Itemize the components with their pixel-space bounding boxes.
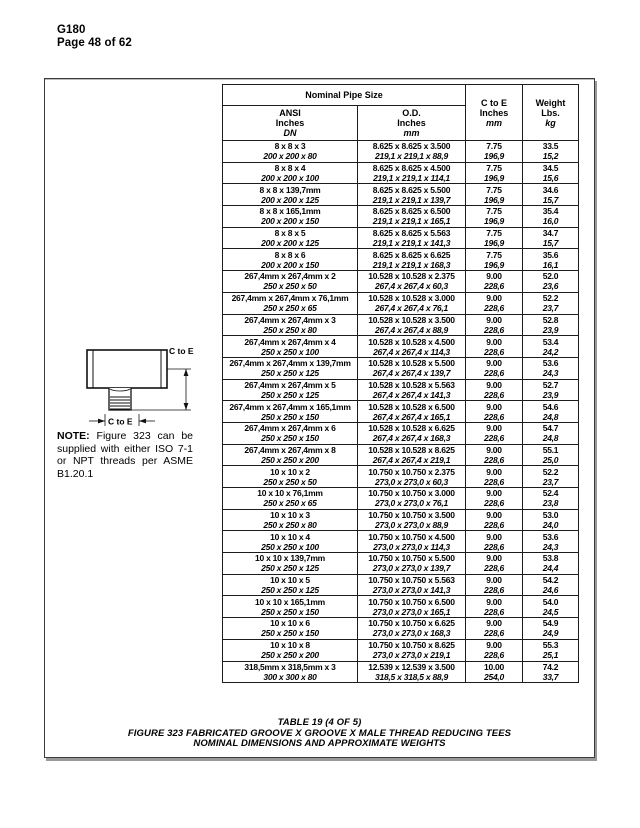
table-row: 10 x 10 x 2 250 x 250 x 50 10.750 x 10.750 x 2.375 273,0 x 273,0 x 60,3 9.00 228,6 52.2 23,7 — [223, 466, 579, 488]
table-row: 267,4mm x 267,4mm x 8 250 x 250 x 200 10.528 x 10.528 x 8.625 267,4 x 267,4 x 219,1 9.00 228,6 55.1 25,0 — [223, 444, 579, 466]
table-row: 267,4mm x 267,4mm x 165,1mm 250 x 250 x 150 10.528 x 10.528 x 6.500 267,4 x 267,4 x 165,1 9.00 228,6 54.6 24,8 — [223, 401, 579, 423]
note-text: Figure 323 can be supplied with either ISO 7-1 or NPT threads per ASME B1.20.1 — [57, 430, 193, 480]
table-row: 10 x 10 x 4 250 x 250 x 100 10.750 x 10.750 x 4.500 273,0 x 273,0 x 114,3 9.00 228,6 53.6 24,3 — [223, 531, 579, 553]
doc-code: G180 — [57, 24, 86, 36]
caption-figure-title: FIGURE 323 FABRICATED GROOVE X GROOVE X MALE THREAD REDUCING TEES — [127, 727, 512, 739]
table-body — [223, 141, 579, 683]
table-row: 8 x 8 x 165,1mm 200 x 200 x 150 8.625 x 8.625 x 6.500 219,1 x 219,1 x 165,1 7.75 196,9 35.4 16,0 — [223, 206, 579, 228]
table-row: 267,4mm x 267,4mm x 6 250 x 250 x 150 10.528 x 10.528 x 6.625 267,4 x 267,4 x 168,3 9.00 228,6 54.7 24,8 — [223, 422, 579, 444]
note-label: NOTE: — [57, 430, 90, 442]
table-row: 267,4mm x 267,4mm x 2 250 x 250 x 50 10.528 x 10.528 x 2.375 267,4 x 267,4 x 60,3 9.00 228,6 52.0 23,6 — [223, 271, 579, 293]
caption-table-number: TABLE 19 (4 OF 5) — [277, 717, 362, 728]
header-nominal-pipe-size: Nominal Pipe Size — [223, 85, 466, 106]
table-row: 267,4mm x 267,4mm x 139,7mm 250 x 250 x 125 10.528 x 10.528 x 5.500 267,4 x 267,4 x 139,7 9.00 228,6 53.6 24,3 — [223, 357, 579, 379]
table-row: 8 x 8 x 3 200 x 200 x 80 8.625 x 8.625 x 3.500 219,1 x 219,1 x 88,9 7.75 196,9 33.5 15,2 — [223, 141, 579, 163]
header-od: O.D. Inches mm — [358, 106, 466, 141]
header-ansi: ANSI Inches DN — [223, 106, 358, 141]
caption-subtitle: NOMINAL DIMENSIONS AND APPROXIMATE WEIGHTS — [193, 738, 446, 749]
dimensions-table — [222, 84, 579, 683]
table-header — [223, 85, 579, 141]
table-row: 267,4mm x 267,4mm x 3 250 x 250 x 80 10.528 x 10.528 x 3.500 267,4 x 267,4 x 88,9 9.00 228,6 52.8 23,9 — [223, 314, 579, 336]
table-row: 267,4mm x 267,4mm x 4 250 x 250 x 100 10.528 x 10.528 x 4.500 267,4 x 267,4 x 114,3 9.00 228,6 53.4 24,2 — [223, 336, 579, 358]
page-number: Page 48 of 62 — [57, 37, 132, 49]
table-row: 267,4mm x 267,4mm x 5 250 x 250 x 125 10.528 x 10.528 x 5.563 267,4 x 267,4 x 141,3 9.00 228,6 52.7 23,9 — [223, 379, 579, 401]
svg-text:C to E: C to E — [108, 416, 133, 427]
table-row: 8 x 8 x 5 200 x 200 x 125 8.625 x 8.625 x 5.563 219,1 x 219,1 x 141,3 7.75 196,9 34.7 15,7 — [223, 227, 579, 249]
figure-note — [57, 430, 193, 480]
table-row: 10 x 10 x 165,1mm 250 x 250 x 150 10.750 x 10.750 x 6.500 273,0 x 273,0 x 165,1 9.00 228,6 54.0 24,5 — [223, 596, 579, 618]
svg-text:C to E: C to E — [169, 346, 194, 356]
tee-fitting-drawing-icon — [69, 342, 219, 432]
table-caption — [45, 718, 594, 750]
content-frame — [44, 78, 595, 758]
table-row: 10 x 10 x 8 250 x 250 x 200 10.750 x 10.750 x 8.625 273,0 x 273,0 x 219,1 9.00 228,6 55.3 25,1 — [223, 639, 579, 661]
table-row: 318,5mm x 318,5mm x 3 300 x 300 x 80 12.539 x 12.539 x 3.500 318,5 x 318,5 x 88,9 10.00 254,0 74.2 33,7 — [223, 661, 579, 683]
table-row: 10 x 10 x 6 250 x 250 x 150 10.750 x 10.750 x 6.625 273,0 x 273,0 x 168,3 9.00 228,6 54.9 24,9 — [223, 618, 579, 640]
table-row: 8 x 8 x 4 200 x 200 x 100 8.625 x 8.625 x 4.500 219,1 x 219,1 x 114,1 7.75 196,9 34.5 15,6 — [223, 162, 579, 184]
table-row: 10 x 10 x 5 250 x 250 x 125 10.750 x 10.750 x 5.563 273,0 x 273,0 x 141,3 9.00 228,6 54.2 24,6 — [223, 574, 579, 596]
table-row: 8 x 8 x 139,7mm 200 x 200 x 125 8.625 x 8.625 x 5.500 219,1 x 219,1 x 139,7 7.75 196,9 34.6 15,7 — [223, 184, 579, 206]
table-row: 8 x 8 x 6 200 x 200 x 150 8.625 x 8.625 x 6.625 219,1 x 219,1 x 168,3 7.75 196,9 35.6 16,1 — [223, 249, 579, 271]
table-row: 267,4mm x 267,4mm x 76,1mm 250 x 250 x 65 10.528 x 10.528 x 3.000 267,4 x 267,4 x 76,1 9.00 228,6 52.2 23,7 — [223, 292, 579, 314]
table-row: 10 x 10 x 76,1mm 250 x 250 x 65 10.750 x 10.750 x 3.000 273,0 x 273,0 x 76,1 9.00 228,6 52.4 23,8 — [223, 488, 579, 510]
header-weight: Weight Lbs. kg — [523, 85, 579, 141]
page-header — [57, 24, 132, 50]
table-row: 10 x 10 x 139,7mm 250 x 250 x 125 10.750 x 10.750 x 5.500 273,0 x 273,0 x 139,7 9.00 228,6 53.8 24,4 — [223, 553, 579, 575]
header-c-to-e: C to E Inches mm — [466, 85, 523, 141]
tee-fitting-diagram — [69, 342, 219, 432]
table-row: 10 x 10 x 3 250 x 250 x 80 10.750 x 10.750 x 3.500 273,0 x 273,0 x 88,9 9.00 228,6 53.0 24,0 — [223, 509, 579, 531]
